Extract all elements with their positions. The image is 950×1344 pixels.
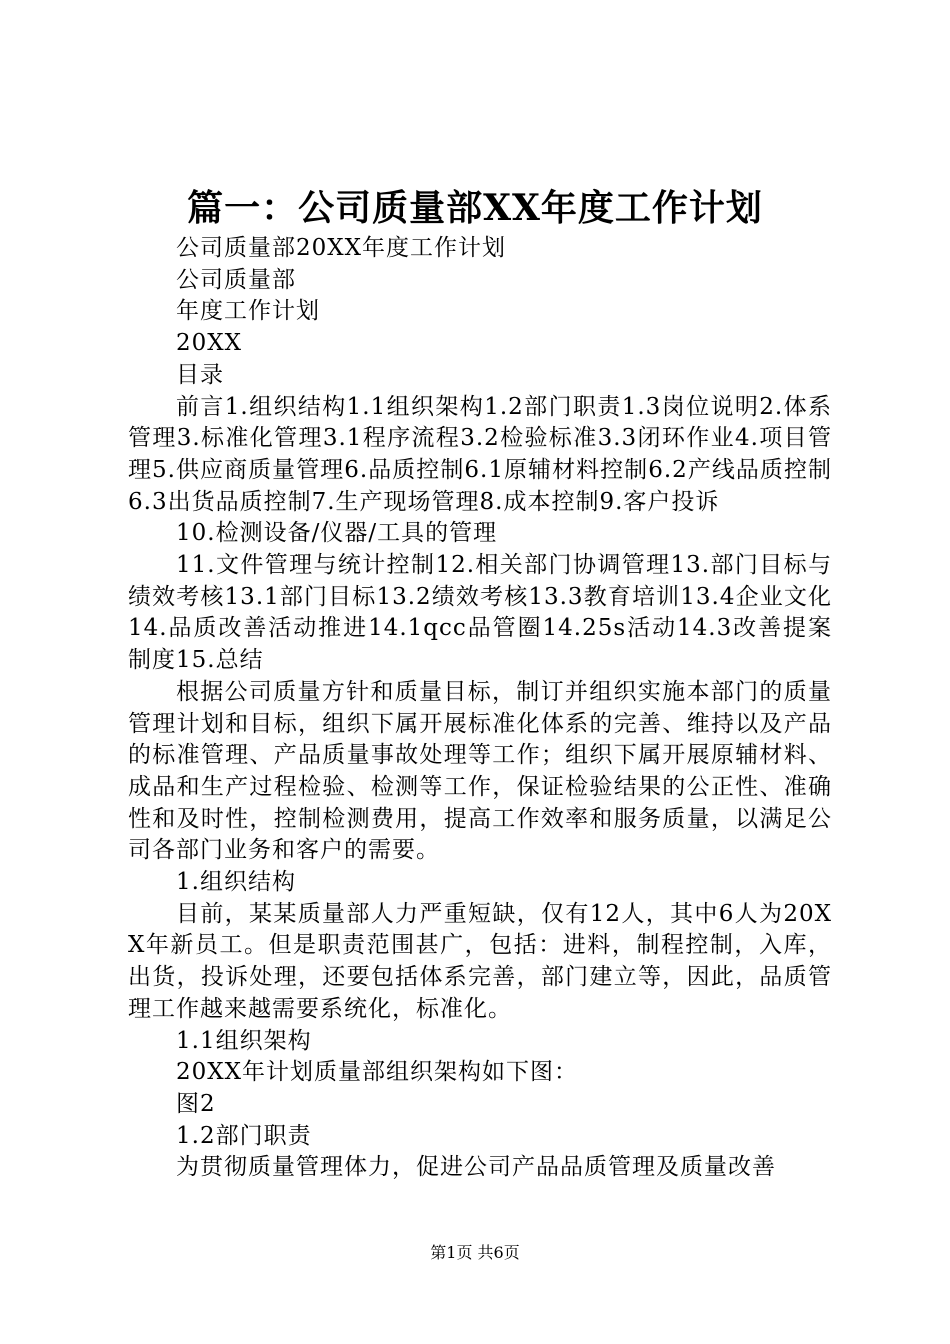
paragraph-subtitle: 公司质量部20XX年度工作计划 xyxy=(176,235,507,261)
paragraph-dept-duties: 为贯彻质量管理体力，促进公司产品品质管理及质量改善 xyxy=(176,1154,776,1181)
figure-label: 图2 xyxy=(176,1090,216,1117)
document-body xyxy=(128,233,832,1184)
page-footer: 第1页 共6页 xyxy=(430,1243,520,1262)
heading-dept-duties: 1.2部门职责 xyxy=(176,1122,312,1149)
document-title: 篇一：公司质量部XX年度工作计划 xyxy=(187,187,763,229)
paragraph-toc-part1: 前言1.组织结构1.1组织架构1.2部门职责1.3岗位说明2.体系管理3.标准化管理3.1程序流程3.2检验标准3.3闭环作业4.项目管理5.供应商质量管理6.品质控制6.1原辅材料控制6.2产线品质控制6.3出货品质控制7.生产现场管理8.成本控制9.客户投诉 xyxy=(128,393,832,515)
heading-org-structure: 1.1组织架构 xyxy=(176,1027,312,1054)
heading-organization: 1.组织结构 xyxy=(176,869,296,896)
paragraph-plan: 年度工作计划 xyxy=(176,298,320,325)
paragraph-toc-part2: 10.检测设备/仪器/工具的管理 xyxy=(176,520,498,547)
paragraph-org-structure: 20XX年计划质量部组织架构如下图： xyxy=(176,1059,579,1086)
paragraph-organization: 目前，某某质量部人力严重短缺，仅有12人，其中6人为20XX年新员工。但是职责范围甚广，包括：进料，制程控制，入库，出货，投诉处理，还要包括体系完善，部门建立等，因此，品质管理工作越来越需要系统化，标准化。 xyxy=(128,900,832,1022)
paragraph-department: 公司质量部 xyxy=(176,266,296,293)
paragraph-toc-part3: 11.文件管理与统计控制12.相关部门协调管理13.部门目标与绩效考核13.1部门目标13.2绩效考核13.3教育培训13.4企业文化14.品质改善活动推进14.1qcc品管圈14.25s活动14.3改善提案制度15.总结 xyxy=(128,552,832,674)
paragraph-preface: 根据公司质量方针和质量目标，制订并组织实施本部门的质量管理计划和目标，组织下属开展标准化体系的完善、维持以及产品的标准管理、产品质量事故处理等工作；组织下属开展原辅材料、成品和生产过程检验、检测等工作，保证检验结果的公正性、准确性和及时性，控制检测费用，提高工作效率和服务质量，以满足公司各部门业务和客户的需要。 xyxy=(128,678,832,864)
paragraph-year: 20XX xyxy=(176,330,243,357)
paragraph-toc-heading: 目录 xyxy=(176,361,224,388)
